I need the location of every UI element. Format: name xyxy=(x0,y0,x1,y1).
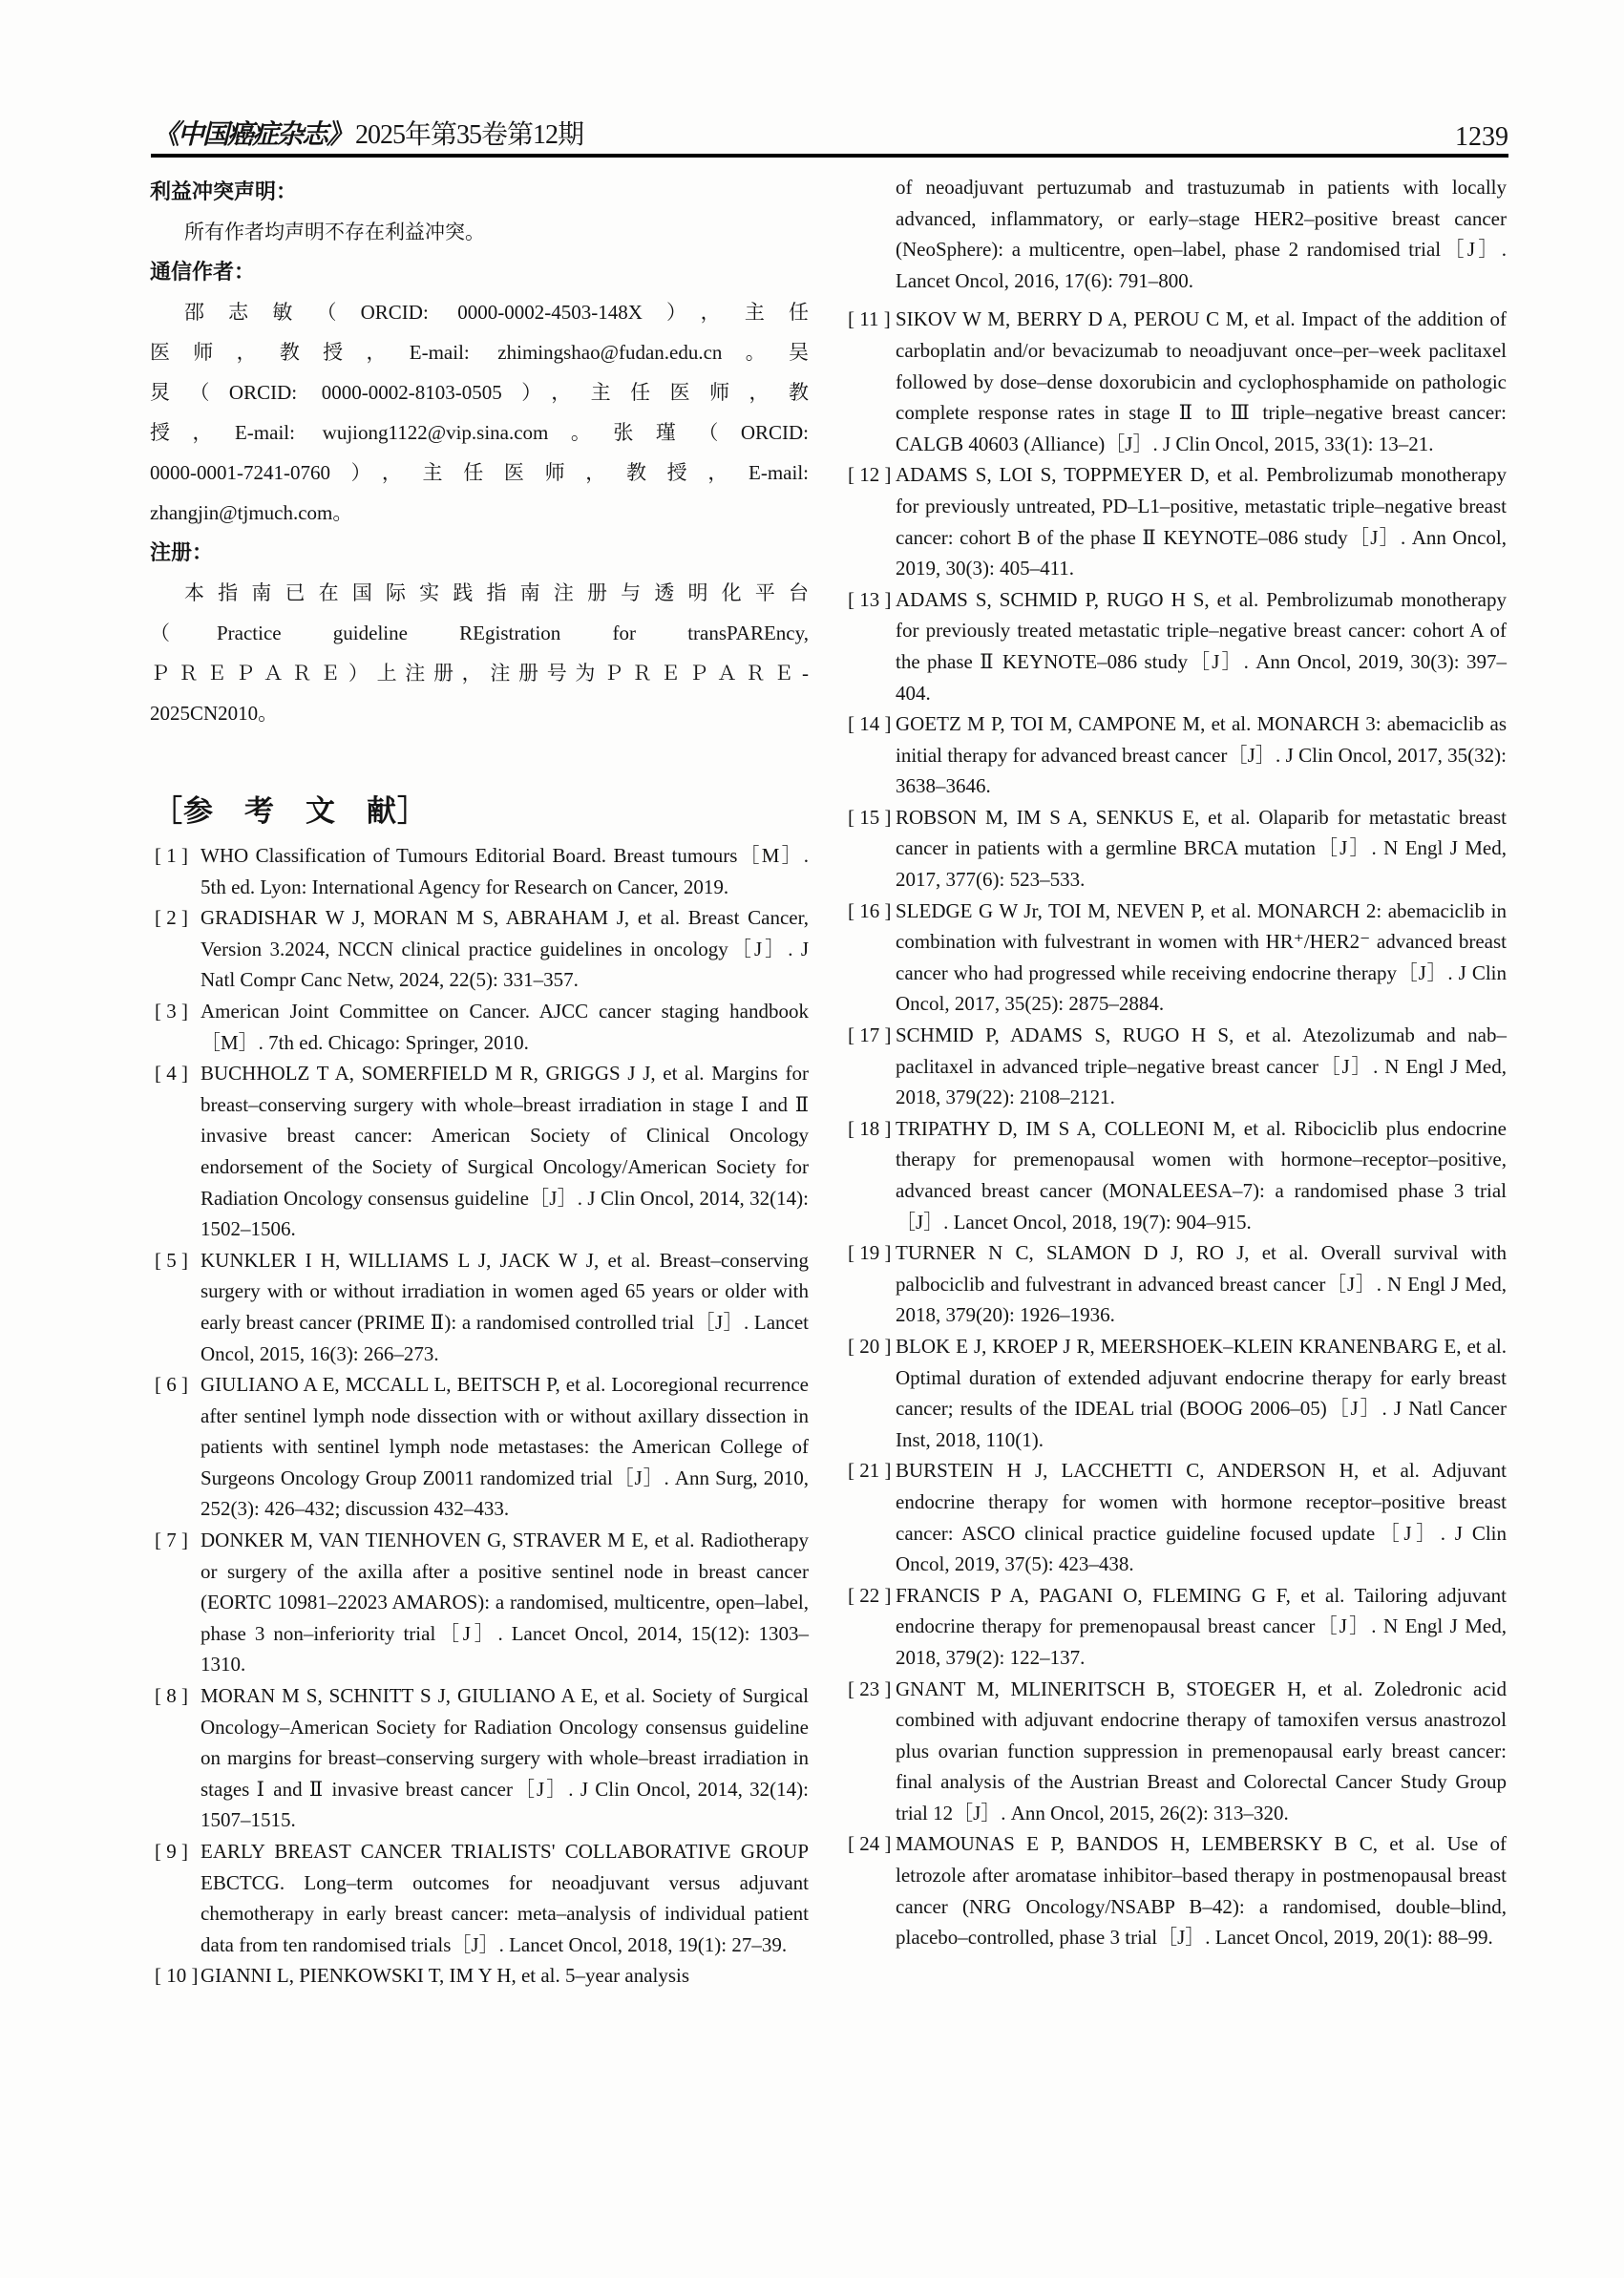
reference-text: EARLY BREAST CANCER TRIALISTS' COLLABORATIVE GROUP EBCTCG. Long–term outcomes for neoadjuvant versus adjuvant chemotherapy in early breast cancer: meta–analysis of individual patient data from ten randomised trials［J］. Lancet Oncol, 2018, 19(1): 27–39. xyxy=(200,1840,809,1956)
reference-item xyxy=(150,1058,809,1245)
reference-text: TURNER N C, SLAMON D J, RO J, et al. Overall survival with palbociclib and fulvestrant in advanced breast cancer［J］. N Engl J Med, 2018, 379(20): 1926–1936. xyxy=(896,1241,1507,1327)
reference-number: [ 11 ] xyxy=(848,307,891,331)
registration-paragraph xyxy=(150,573,809,733)
reference-text: GIANNI L, PIENKOWSKI T, IM Y H, et al. 5–year analysis xyxy=(200,1964,690,1988)
reference-number: [ 8 ] xyxy=(155,1684,188,1708)
journal-title: 《中国癌症杂志》 xyxy=(153,120,352,150)
corresponding-author-line: 邵志敏（ORCID: 0000-0002-4503-148X），主任 xyxy=(184,301,809,324)
reference-text: American Joint Committee on Cancer. AJCC cancer staging handbook［M］. 7th ed. Chicago: Springer, 2010. xyxy=(200,999,809,1054)
reference-item xyxy=(150,1525,809,1680)
conflict-of-interest-text: 所有作者均声明不存在利益冲突。 xyxy=(184,221,485,243)
corresponding-author-line: 授，E-mail: wujiong1122@vip.sina.com。张瑾（ORCID: xyxy=(150,421,809,444)
reference-item xyxy=(150,1836,809,1960)
conflict-of-interest-heading: 利益冲突声明： xyxy=(150,179,298,203)
reference-text: GNANT M, MLINERITSCH B, STOEGER H, et al. Zoledronic acid combined with adjuvant endocrine therapy of tamoxifen versus anastrozol plus ovarian function suppression in premenopausal early breast cancer: final analysis of the Austrian Breast and Colorectal Cancer Study Group trial 12［J］. Ann Oncol, 2015, 26(2): 313–320. xyxy=(896,1677,1507,1825)
reference-text: SCHMID P, ADAMS S, RUGO H S, et al. Atezolizumab and nab–paclitaxel in advanced triple–negative breast cancer［J］. N Engl J Med, 2018, 379(22): 2108–2121. xyxy=(896,1023,1507,1109)
reference-text: BUCHHOLZ T A, SOMERFIELD M R, GRIGGS J J, et al. Margins for breast–conserving surgery with whole–breast irradiation in stage Ⅰ and Ⅱ invasive breast cancer: American Society of Clinical Oncology endorsement of the Society of Surgical Oncology/American Society for Radiation Oncology consensus guideline［J］. J Clin Oncol, 2014, 32(14): 1502–1506. xyxy=(200,1062,809,1241)
reference-text: KUNKLER I H, WILLIAMS L J, JACK W J, et al. Breast–conserving surgery with or without irradiation in women aged 65 years or older with early breast cancer (PRIME Ⅱ): a randomised controlled trial［J］. Lancet Oncol, 2015, 16(3): 266–273. xyxy=(200,1248,809,1365)
references-list-left xyxy=(150,840,809,1992)
registration-line: 本指南已在国际实践指南注册与透明化平台 xyxy=(184,581,809,604)
reference-text: MAMOUNAS E P, BANDOS H, LEMBERSKY B C, et al. Use of letrozole after aromatase inhibitor–based therapy in postmenopausal breast cancer (NRG Oncology/NSABP B–42): a randomised, double–blind, placebo–controlled, phase 3 trial［J］. Lancet Oncol, 2019, 20(1): 88–99. xyxy=(896,1832,1507,1950)
reference-item xyxy=(150,1680,809,1836)
reference-10-continuation: of neoadjuvant pertuzumab and trastuzumab in patients with locally advanced, inflammatory, or early–stage HER2–positive breast cancer (NeoSphere): a multicentre, open–label, phase 2 randomised trial［J］. Lancet Oncol, 2016, 17(6): 791–800. xyxy=(896,176,1507,292)
corresponding-author-heading: 通信作者： xyxy=(150,260,256,284)
reference-item xyxy=(848,1113,1507,1237)
registration-line: （Practice guideline REgistration for transPAREncy, xyxy=(150,622,809,644)
registration-line: 2025CN2010。 xyxy=(150,702,279,725)
reference-item xyxy=(848,1237,1507,1331)
reference-number: [ 23 ] xyxy=(848,1677,892,1700)
reference-number: [ 1 ] xyxy=(155,844,188,867)
header-rule xyxy=(151,154,1508,158)
reference-item xyxy=(848,459,1507,583)
left-column xyxy=(150,172,809,1992)
issue-info: 2025年第35卷第12期 xyxy=(355,120,584,150)
corresponding-author-line: 0000-0001-7241-0760），主任医师，教授，E-mail: xyxy=(150,461,809,484)
reference-number: [ 5 ] xyxy=(155,1248,188,1272)
references-heading: ［参 考 文 献］ xyxy=(153,794,428,828)
reference-number: [ 24 ] xyxy=(848,1832,892,1856)
reference-number: [ 10 ] xyxy=(155,1964,199,1988)
reference-number: [ 22 ] xyxy=(848,1583,892,1607)
reference-number: [ 14 ] xyxy=(848,712,892,736)
reference-text: GRADISHAR W J, MORAN M S, ABRAHAM J, et al. Breast Cancer, Version 3.2024, NCCN clinical practice guidelines in oncology［J］. J Natl Compr Canc Netw, 2024, 22(5): 331–357. xyxy=(200,906,809,992)
reference-item xyxy=(848,1455,1507,1579)
reference-text: GOETZ M P, TOI M, CAMPONE M, et al. MONARCH 3: abemaciclib as initial therapy for advanced breast cancer［J］. J Clin Oncol, 2017, 35(32): 3638–3646. xyxy=(896,712,1507,798)
reference-text: SLEDGE G W Jr, TOI M, NEVEN P, et al. MONARCH 2: abemaciclib in combination with fulvestrant in women with HR⁺/HER2⁻ advanced breast cancer who had progressed while receiving endocrine therapy［J］. J Clin Oncol, 2017, 35(25): 2875–2884. xyxy=(896,898,1507,1016)
reference-item xyxy=(848,708,1507,802)
corresponding-author-paragraph xyxy=(150,292,809,533)
reference-item xyxy=(848,584,1507,708)
registration-heading: 注册： xyxy=(150,540,214,564)
right-column xyxy=(848,172,1507,1953)
reference-text: FRANCIS P A, PAGANI O, FLEMING G F, et al. Tailoring adjuvant endocrine therapy for premenopausal breast cancer［J］. N Engl J Med, 2018, 379(2): 122–137. xyxy=(896,1583,1507,1669)
page-number: 1239 xyxy=(1455,122,1508,152)
reference-number: [ 2 ] xyxy=(155,906,188,930)
reference-number: [ 15 ] xyxy=(848,805,892,829)
reference-item xyxy=(150,1369,809,1525)
reference-item xyxy=(150,1960,809,1992)
reference-text: WHO Classification of Tumours Editorial Board. Breast tumours［M］. 5th ed. Lyon: International Agency for Research on Cancer, 2019. xyxy=(200,844,809,898)
reference-number: [ 3 ] xyxy=(155,999,188,1023)
reference-text: TRIPATHY D, IM S A, COLLEONI M, et al. Ribociclib plus endocrine therapy for premenopausal women with hormone–receptor–positive, advanced breast cancer (MONALEESA–7): a randomised phase 3 trial［J］. Lancet Oncol, 2018, 19(7): 904–915. xyxy=(896,1116,1507,1234)
reference-text: DONKER M, VAN TIENHOVEN G, STRAVER M E, et al. Radiotherapy or surgery of the axilla after a positive sentinel node in breast cancer (EORTC 10981–22023 AMAROS): a randomised, multicentre, open–label, phase 3 non–inferiority trial［J］. Lancet Oncol, 2014, 15(12): 1303–1310. xyxy=(200,1529,809,1677)
reference-number: [ 21 ] xyxy=(848,1459,892,1483)
reference-text: SIKOV W M, BERRY D A, PEROU C M, et al. Impact of the addition of carboplatin and/or bevacizumab to neoadjuvant once–per–week paclitaxel followed by dose–dense doxorubicin and cyclophosphamide on pathologic complete response rates in stage Ⅱ to Ⅲ triple–negative breast cancer: CALGB 40603 (Alliance)［J］. J Clin Oncol, 2015, 33(1): 13–21. xyxy=(896,307,1507,455)
reference-item xyxy=(848,1828,1507,1952)
reference-text: ADAMS S, LOI S, TOPPMEYER D, et al. Pembrolizumab monotherapy for previously untreated, PD–L1–positive, metastatic triple–negative breast cancer: cohort B of the phase Ⅱ KEYNOTE–086 study［J］. Ann Oncol, 2019, 30(3): 405–411. xyxy=(896,463,1507,580)
reference-number: [ 17 ] xyxy=(848,1023,892,1047)
reference-item xyxy=(848,896,1507,1020)
reference-number: [ 16 ] xyxy=(848,898,892,922)
reference-number: [ 20 ] xyxy=(848,1334,892,1358)
references-list-right xyxy=(848,304,1507,1952)
reference-text: MORAN M S, SCHNITT S J, GIULIANO A E, et al. Society of Surgical Oncology–American Society for Radiation Oncology consensus guideline on margins for breast–conserving surgery with whole–breast irradiation in stages Ⅰ and Ⅱ invasive breast cancer［J］. J Clin Oncol, 2014, 32(14): 1507–1515. xyxy=(200,1684,809,1832)
reference-number: [ 4 ] xyxy=(155,1062,188,1086)
reference-number: [ 13 ] xyxy=(848,587,892,611)
reference-text: BLOK E J, KROEP J R, MEERSHOEK–KLEIN KRANENBARG E, et al. Optimal duration of extended adjuvant endocrine therapy for early breast cancer; results of the IDEAL trial (BOOG 2006–05)［J］. J Natl Cancer Inst, 2018, 110(1). xyxy=(896,1334,1507,1451)
reference-number: [ 19 ] xyxy=(848,1241,892,1265)
reference-text: ADAMS S, SCHMID P, RUGO H S, et al. Pembrolizumab monotherapy for previously treated metastatic triple–negative breast cancer: cohort A of the phase Ⅱ KEYNOTE–086 study［J］. Ann Oncol, 2019, 30(3): 397–404. xyxy=(896,587,1507,705)
reference-text: GIULIANO A E, MCCALL L, BEITSCH P, et al. Locoregional recurrence after sentinel lymph node dissection with or without axillary dissection in patients with sentinel lymph node metastases: the American College of Surgeons Oncology Group Z0011 randomized trial［J］. Ann Surg, 2010, 252(3): 426–432; discussion 432–433. xyxy=(200,1373,809,1521)
reference-item xyxy=(848,802,1507,896)
reference-item xyxy=(150,840,809,902)
reference-item xyxy=(848,304,1507,459)
reference-item xyxy=(150,996,809,1058)
reference-item xyxy=(150,1245,809,1369)
reference-number: [ 7 ] xyxy=(155,1529,188,1552)
corresponding-author-line: 医师，教授，E-mail: zhimingshao@fudan.edu.cn。吴 xyxy=(150,341,809,364)
reference-item xyxy=(848,1331,1507,1455)
reference-number: [ 9 ] xyxy=(155,1840,188,1863)
reference-text: BURSTEIN H J, LACCHETTI C, ANDERSON H, et al. Adjuvant endocrine therapy for women with hormone receptor–positive breast cancer: ASCO clinical practice guideline focused update［J］. J Clin Oncol, 2019, 37(5): 423–438. xyxy=(896,1459,1507,1576)
reference-number: [ 18 ] xyxy=(848,1116,892,1140)
reference-item xyxy=(848,1020,1507,1113)
corresponding-author-line: zhangjin@tjmuch.com。 xyxy=(150,501,353,524)
reference-number: [ 12 ] xyxy=(848,463,892,487)
reference-text: ROBSON M, IM S A, SENKUS E, et al. Olaparib for metastatic breast cancer in patients with a germline BRCA mutation［J］. N Engl J Med, 2017, 377(6): 523–533. xyxy=(896,805,1507,892)
corresponding-author-line: 炅（ORCID: 0000-0002-8103-0505），主任医师，教 xyxy=(150,381,809,404)
registration-line: ＰＲＥＰＡＲＥ）上注册，注册号为ＰＲＥＰＡＲＥ- xyxy=(150,662,809,685)
page-header xyxy=(153,116,583,158)
reference-number: [ 6 ] xyxy=(155,1373,188,1397)
reference-item xyxy=(848,1580,1507,1674)
reference-item xyxy=(150,902,809,996)
reference-item xyxy=(848,1674,1507,1829)
